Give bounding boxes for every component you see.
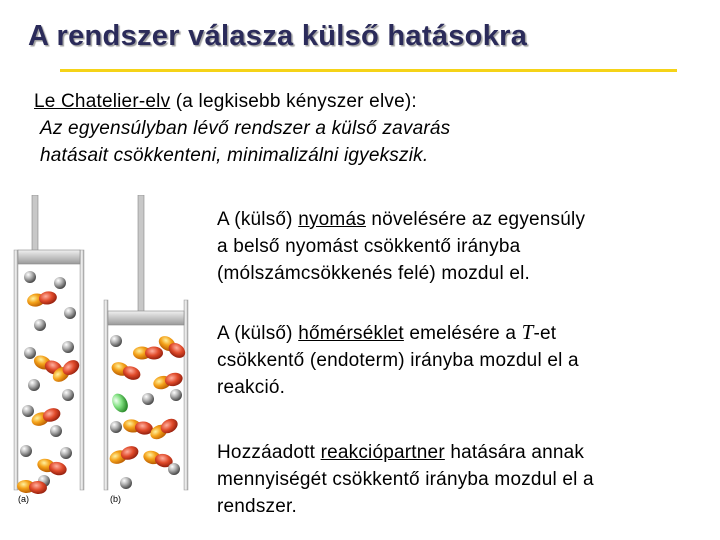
temperature-line-1: [217, 319, 579, 347]
principle-line-2: hatásait csökkenteni, minimalizálni igyekszik.: [40, 145, 429, 166]
label-b: (b): [110, 494, 121, 504]
piston-a: [18, 250, 80, 264]
partner-text-b: hatására annak: [444, 442, 585, 463]
pressure-paragraph: [217, 206, 585, 287]
partner-line-1: [217, 439, 594, 466]
cylinder-b: [104, 195, 188, 504]
pressure-keyword: nyomás: [298, 209, 366, 230]
le-chatelier-heading: [34, 91, 417, 113]
principle-line-1: Az egyensúlyban lévő rendszer a külső zavarás: [40, 118, 451, 139]
temperature-text-c: -et: [533, 323, 557, 344]
piston-rod-b: [138, 195, 144, 315]
temperature-text-a: A (külső): [217, 323, 299, 344]
label-a: (a): [18, 494, 29, 504]
temperature-line-3: reakció.: [217, 377, 286, 398]
piston-cylinder-illustration: [8, 195, 198, 515]
pressure-line-3: (mólszámcsökkenés felé) mozdul el.: [217, 263, 531, 284]
temperature-text-b: emelésére a: [403, 323, 522, 344]
pressure-line-2: a belső nyomást csökkentő irányba: [217, 236, 521, 257]
page-title: A rendszer válasza külső hatásokra: [28, 20, 528, 52]
temperature-paragraph: [217, 319, 579, 401]
green-molecule: [109, 391, 131, 415]
partner-keyword: reakciópartner: [320, 442, 445, 463]
piston-b: [108, 311, 184, 325]
partner-line-3: rendszer.: [217, 496, 297, 517]
partner-text-a: Hozzáadott: [217, 442, 321, 463]
temperature-line-2: csökkentő (endoterm) irányba mozdul el a: [217, 350, 579, 371]
temperature-symbol: T: [521, 320, 534, 344]
title-underline: [60, 69, 677, 72]
partner-line-2: mennyiségét csökkentő irányba mozdul el a: [217, 469, 594, 490]
temperature-keyword: hőmérséklet: [298, 323, 404, 344]
cylinder-a: [14, 195, 84, 504]
piston-rod-a: [32, 195, 38, 255]
partner-paragraph: [217, 439, 594, 520]
pressure-text-a: A (külső): [217, 209, 299, 230]
le-chatelier-name: Le Chatelier-elv: [34, 91, 171, 112]
pressure-text-b: növelésére az egyensúly: [365, 209, 586, 230]
le-chatelier-subtitle: (a legkisebb kényszer elve):: [170, 91, 417, 112]
pressure-line-1: [217, 206, 585, 233]
